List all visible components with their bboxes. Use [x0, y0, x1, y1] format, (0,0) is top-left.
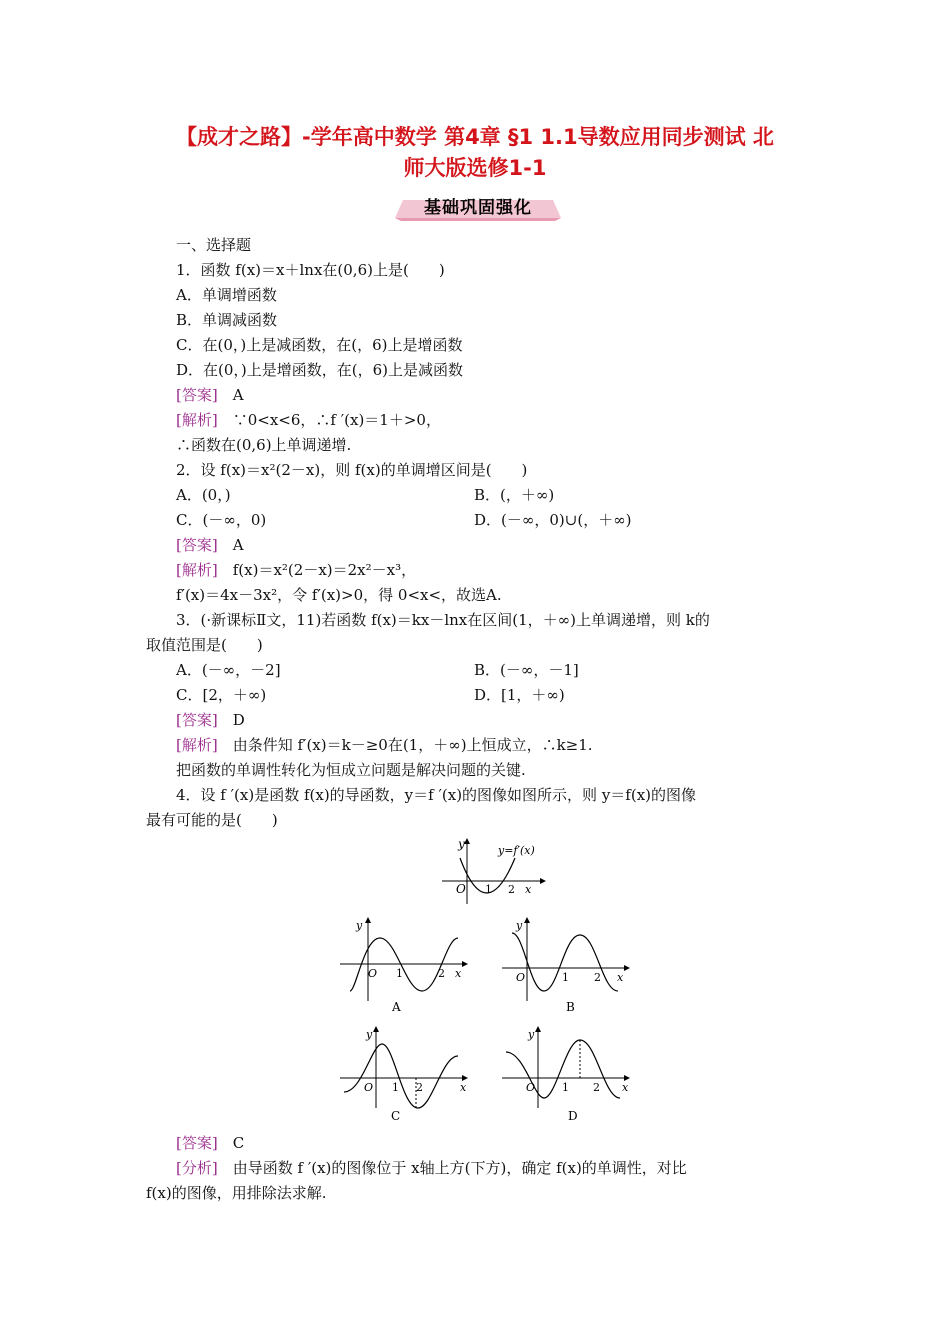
- q1-option-a: A．单调增函数: [176, 286, 277, 304]
- answer-value: A: [232, 386, 244, 404]
- origin-label: O: [456, 882, 466, 896]
- answer-value: C: [232, 1134, 245, 1152]
- option-c-label: C: [391, 1109, 401, 1122]
- q2-option-a: A．(0，): [176, 486, 231, 504]
- section-banner: [395, 196, 561, 221]
- option-c-graph: [338, 1022, 473, 1122]
- axis-y-label: y: [366, 1028, 373, 1041]
- tick-1-label: 1: [396, 967, 403, 980]
- tick-2-label: 2: [438, 967, 445, 980]
- q2-analysis-cont: f′(x)＝4x－3x²，令 f′(x)>0，得 0<x<，故选A.: [176, 586, 502, 604]
- q1-answer: [176, 385, 244, 405]
- axis-y-label: y: [528, 1028, 535, 1041]
- tick-2-label: 2: [508, 883, 515, 896]
- q1-option-d: D．在(0，)上是增函数，在(，6)上是减函数: [176, 361, 464, 379]
- option-a-label: A: [392, 1000, 401, 1014]
- analysis-tag: [分析]: [176, 1159, 218, 1177]
- tick-2-label: 2: [593, 1081, 600, 1094]
- axis-y-label: y: [356, 919, 363, 932]
- q2-stem: 2．设 f(x)＝x²(2－x)，则 f(x)的单调增区间是( ): [176, 461, 528, 479]
- q2-option-b: B．(，＋∞): [474, 486, 555, 504]
- q4-analysis: [176, 1158, 687, 1178]
- derivative-figure: [440, 836, 550, 910]
- derivative-graph: [440, 836, 550, 906]
- q1-option-c: C．在(0，)上是减函数，在(，6)上是增函数: [176, 336, 463, 354]
- axis-y-label: y: [458, 837, 465, 851]
- axis-y-label: y: [516, 919, 523, 932]
- tick-1-label: 1: [562, 1081, 569, 1094]
- q4-answer: [176, 1133, 244, 1153]
- origin-label: O: [364, 1081, 374, 1094]
- option-b-graph: [500, 913, 635, 1018]
- q3-option-a: A．(－∞，－2]: [176, 661, 281, 679]
- q3-analysis: [176, 735, 593, 755]
- answer-tag: [答案]: [176, 386, 218, 404]
- tick-1-label: 1: [392, 1081, 399, 1094]
- answer-value: A: [232, 536, 244, 554]
- option-a-graph: [338, 913, 473, 1018]
- q1-stem: 1．函数 f(x)＝x＋lnx在(0,6)上是( ): [176, 261, 445, 279]
- analysis-text: f(x)＝x²(2－x)＝2x²－x³，: [232, 561, 417, 579]
- q4-stem: 4．设 f ′(x)是函数 f(x)的导函数，y＝f ′(x)的图像如图所示，则 y＝f(x)的图像: [176, 786, 697, 804]
- origin-label: O: [368, 967, 378, 980]
- q2-answer: [176, 535, 244, 555]
- answer-tag: [答案]: [176, 1134, 218, 1152]
- axis-x-label: x: [455, 967, 462, 980]
- analysis-text: ∵0<x<6，∴f ′(x)＝1＋>0，: [232, 411, 441, 429]
- option-a-figure: [338, 913, 473, 1022]
- answer-value: D: [232, 711, 245, 729]
- page-title-line2: 师大版选修1-1: [403, 156, 547, 180]
- q4-analysis-cont: f(x)的图像，用排除法求解.: [146, 1184, 327, 1202]
- analysis-text: 由条件知 f′(x)＝k－≥0在(1，＋∞)上恒成立，∴k≥1.: [232, 736, 593, 754]
- tick-2-label: 2: [416, 1081, 423, 1094]
- q2-option-c: C．(－∞，0): [176, 511, 267, 529]
- option-b-label: B: [566, 1000, 575, 1014]
- q3-analysis-cont: 把函数的单调性转化为恒成立问题是解决问题的关键.: [176, 761, 526, 779]
- banner-label: 基础巩固强化: [424, 198, 532, 218]
- page-title-line1: 【成才之路】-学年高中数学 第4章 §1 1.1导数应用同步测试 北: [176, 125, 774, 149]
- q1-option-b: B．单调减函数: [176, 311, 278, 329]
- q3-stem-cont: 取值范围是( ): [146, 636, 263, 654]
- q3-option-b: B．(－∞，－1]: [474, 661, 579, 679]
- answer-tag: [答案]: [176, 536, 218, 554]
- analysis-tag: [解析]: [176, 411, 218, 429]
- analysis-tag: [解析]: [176, 736, 218, 754]
- analysis-tag: [解析]: [176, 561, 218, 579]
- option-d-graph: [500, 1022, 635, 1122]
- option-c-figure: [338, 1022, 473, 1126]
- curve-label: y=f′(x): [498, 844, 535, 857]
- option-d-label: D: [568, 1109, 578, 1122]
- tick-1-label: 1: [485, 883, 492, 896]
- axis-x-label: x: [617, 971, 624, 984]
- q2-analysis: [176, 560, 416, 580]
- analysis-text: 由导函数 f ′(x)的图像位于 x轴上方(下方)，确定 f(x)的单调性，对比: [232, 1159, 687, 1177]
- q1-analysis-cont: ∴函数在(0,6)上单调递增.: [176, 436, 352, 454]
- q3-option-d: D．[1，＋∞): [474, 686, 565, 704]
- section-heading: 一、选择题: [176, 236, 252, 254]
- answer-tag: [答案]: [176, 711, 218, 729]
- q2-option-d: D．(－∞，0)∪(，＋∞): [474, 511, 632, 529]
- q1-analysis: [176, 410, 441, 430]
- axis-x-label: x: [622, 1081, 629, 1094]
- option-d-figure: [500, 1022, 635, 1126]
- origin-label: O: [526, 1081, 536, 1094]
- axis-x-label: x: [460, 1081, 467, 1094]
- option-b-figure: [500, 913, 635, 1022]
- origin-label: O: [516, 971, 526, 984]
- q3-option-c: C．[2，＋∞): [176, 686, 267, 704]
- tick-1-label: 1: [562, 971, 569, 984]
- axis-x-label: x: [525, 883, 532, 896]
- q4-stem-cont: 最有可能的是( ): [146, 811, 278, 829]
- q3-stem: 3．(·新课标Ⅱ文，11)若函数 f(x)＝kx－lnx在区间(1，＋∞)上单调递增，则 k的: [176, 611, 710, 629]
- tick-2-label: 2: [594, 971, 601, 984]
- q3-answer: [176, 710, 245, 730]
